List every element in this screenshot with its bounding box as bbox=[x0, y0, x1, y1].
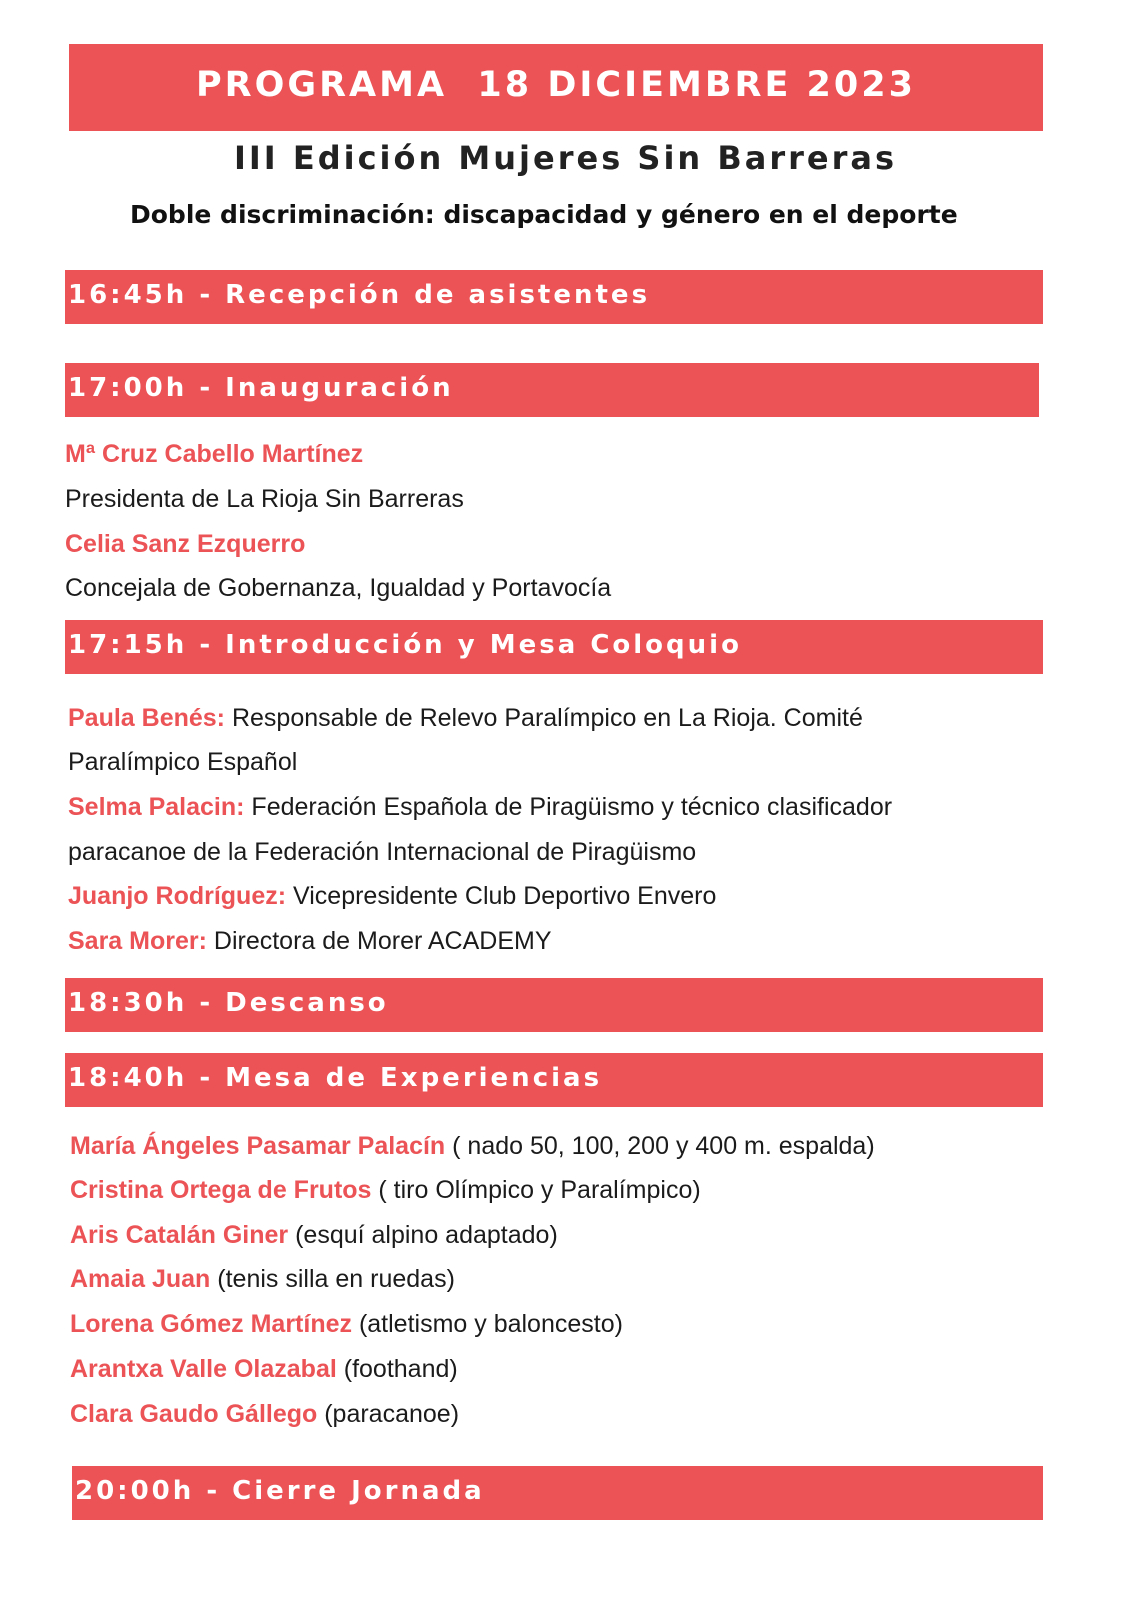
inauguration-person-role: Presidenta de La Rioja Sin Barreras bbox=[65, 485, 464, 513]
section-closing-title: 20:00h - Cierre Jornada bbox=[75, 1476, 485, 1506]
speaker-name: Sara Morer: bbox=[68, 927, 207, 955]
athlete-sport: (esquí alpino adaptado) bbox=[288, 1221, 558, 1249]
athlete-name: Lorena Gómez Martínez bbox=[70, 1310, 352, 1338]
athlete-item bbox=[70, 1262, 455, 1296]
section-inauguration-banner bbox=[65, 363, 1039, 417]
athlete-name: Arantxa Valle Olazabal bbox=[70, 1355, 337, 1383]
athlete-sport: ( nado 50, 100, 200 y 400 m. espalda) bbox=[445, 1132, 875, 1160]
section-experiences-title: 18:40h - Mesa de Experiencias bbox=[68, 1063, 603, 1093]
athlete-item bbox=[70, 1173, 701, 1207]
athlete-item bbox=[70, 1129, 875, 1163]
inauguration-person-name: Mª Cruz Cabello Martínez bbox=[65, 440, 364, 468]
athlete-sport: (foothand) bbox=[336, 1355, 458, 1383]
athlete-name: Clara Gaudo Gállego bbox=[70, 1400, 318, 1428]
speaker-description: Responsable de Relevo Paralímpico en La Rioja. Comité bbox=[225, 704, 863, 732]
section-break-title: 18:30h - Descanso bbox=[68, 988, 389, 1018]
athlete-item bbox=[70, 1307, 623, 1341]
speaker-description: Vicepresidente Club Deportivo Envero bbox=[286, 882, 717, 910]
program-title-banner bbox=[69, 44, 1043, 131]
athlete-name: Amaia Juan bbox=[70, 1265, 211, 1293]
inauguration-person-name: Celia Sanz Ezquerro bbox=[65, 530, 306, 558]
section-panel-banner bbox=[65, 620, 1043, 674]
athlete-name: Aris Catalán Giner bbox=[70, 1221, 289, 1249]
speaker-description: Directora de Morer ACADEMY bbox=[206, 927, 552, 955]
inauguration-person-role: Concejala de Gobernanza, Igualdad y Portavocía bbox=[65, 574, 612, 602]
section-experiences-banner bbox=[65, 1053, 1043, 1107]
section-reception-title: 16:45h - Recepción de asistentes bbox=[68, 280, 651, 310]
athlete-sport: (tenis silla en ruedas) bbox=[210, 1265, 455, 1293]
speaker-description: Federación Española de Piragüismo y técnico clasificador bbox=[244, 793, 893, 821]
athlete-name: Cristina Ortega de Frutos bbox=[70, 1176, 372, 1204]
athlete-item bbox=[70, 1218, 558, 1252]
panel-speaker bbox=[68, 701, 863, 735]
section-reception-banner bbox=[65, 270, 1043, 324]
program-title: PROGRAMA 18 DICIEMBRE 2023 bbox=[196, 65, 916, 105]
section-inauguration-title: 17:00h - Inauguración bbox=[68, 373, 454, 403]
section-panel-title: 17:15h - Introducción y Mesa Coloquio bbox=[68, 630, 742, 660]
speaker-name: Paula Benés: bbox=[68, 704, 226, 732]
speaker-description-continued: paracanoe de la Federación Internacional de Piragüismo bbox=[68, 838, 697, 866]
athlete-sport: (paracanoe) bbox=[317, 1400, 460, 1428]
speaker-description-continued: Paralímpico Español bbox=[68, 748, 298, 776]
speaker-name: Juanjo Rodríguez: bbox=[68, 882, 287, 910]
panel-speaker bbox=[68, 924, 552, 958]
athlete-item bbox=[70, 1397, 459, 1431]
athlete-sport: ( tiro Olímpico y Paralímpico) bbox=[371, 1176, 701, 1204]
panel-speaker bbox=[68, 790, 892, 824]
section-break-banner bbox=[65, 978, 1043, 1032]
panel-speaker bbox=[68, 879, 716, 913]
athlete-item bbox=[70, 1352, 458, 1386]
theme-heading: Doble discriminación: discapacidad y género en el deporte bbox=[130, 200, 958, 229]
athlete-name: María Ángeles Pasamar Palacín bbox=[70, 1132, 446, 1160]
edition-subtitle: III Edición Mujeres Sin Barreras bbox=[233, 139, 897, 177]
speaker-name: Selma Palacin: bbox=[68, 793, 245, 821]
athlete-sport: (atletismo y baloncesto) bbox=[352, 1310, 623, 1338]
section-closing-banner bbox=[72, 1466, 1043, 1520]
